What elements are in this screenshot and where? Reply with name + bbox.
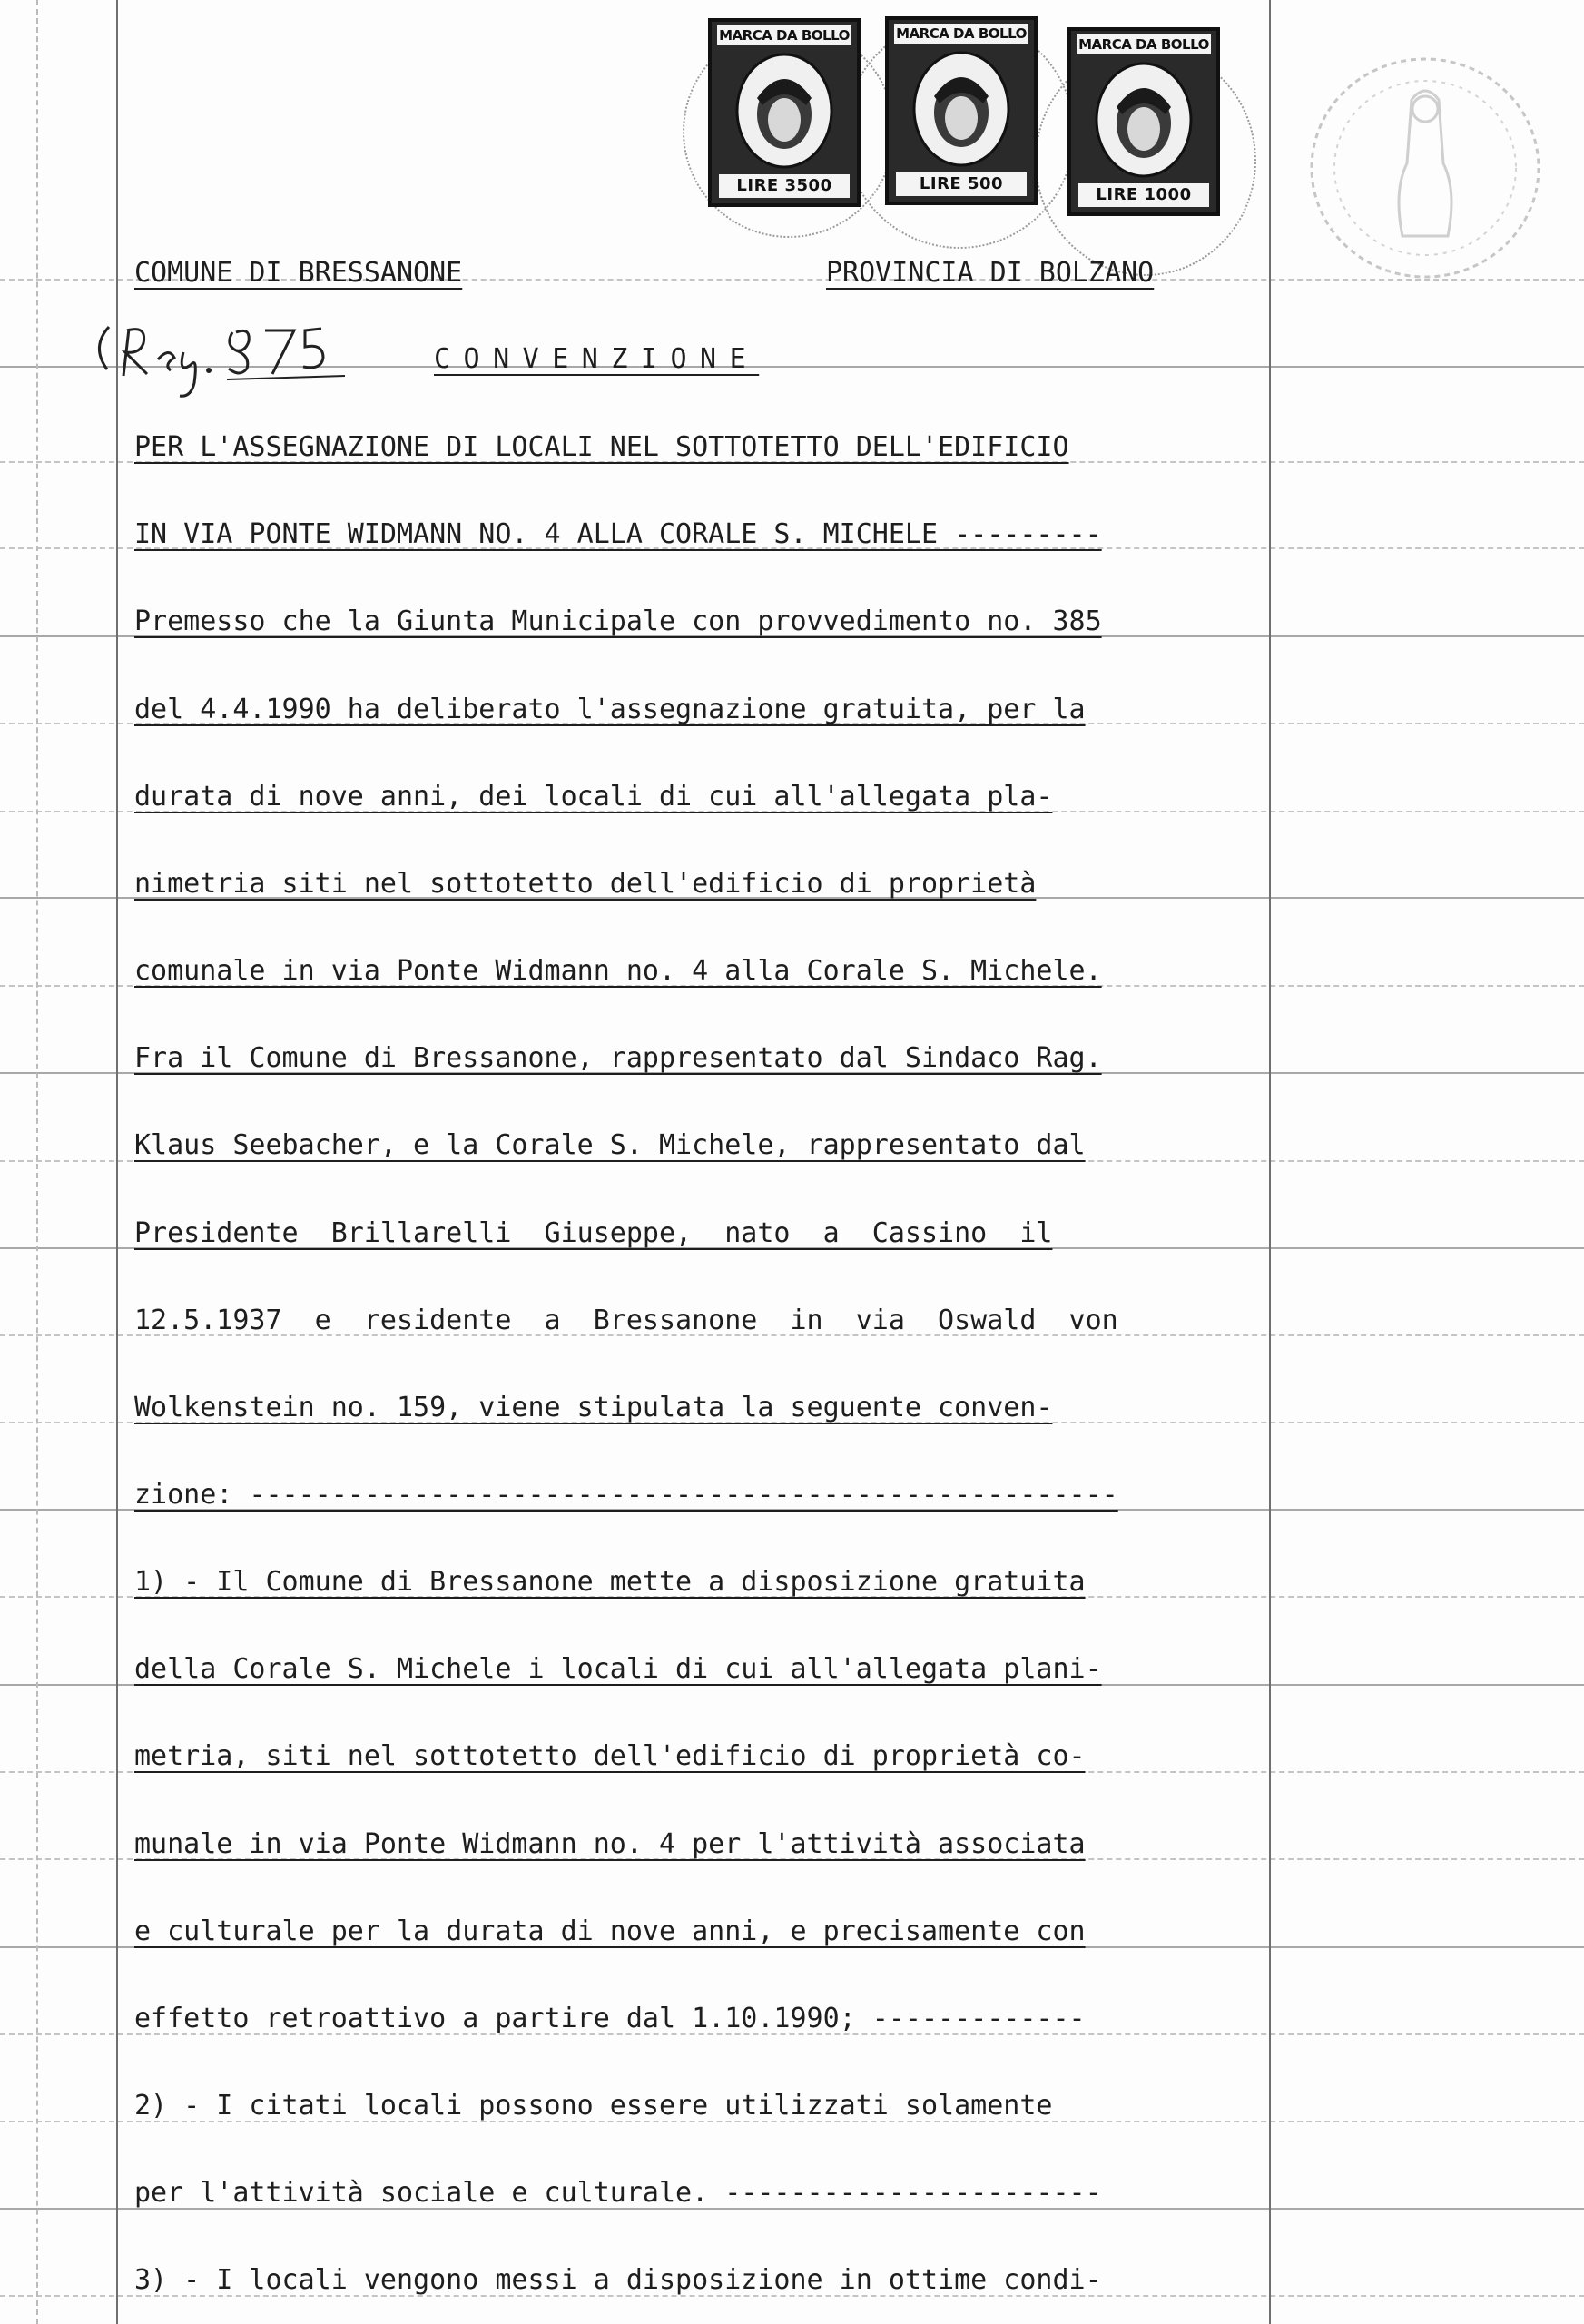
body-line: nimetria siti nel sottotetto dell'edificio di proprietà [134, 868, 1037, 900]
header-right: PROVINCIA DI BOLZANO [826, 257, 1155, 289]
handwritten-rep-annotation [91, 320, 399, 401]
body-line: 2) - I citati locali possono essere utilizzati solamente [134, 2090, 1053, 2122]
body-line: zione: ----------------------------------------------------- [134, 1479, 1118, 1511]
body-line: 3) - I locali vengono messi a disposizione in ottime condi- [134, 2264, 1102, 2296]
stamp-value: LIRE 1000 [1078, 183, 1209, 207]
stamp-2 [885, 16, 1038, 205]
body-line: munale in via Ponte Widmann no. 4 per l'attività associata [134, 1828, 1086, 1860]
stamp-value: LIRE 500 [896, 172, 1027, 196]
body-line: comunale in via Ponte Widmann no. 4 alla Corale S. Michele. [134, 955, 1102, 987]
body-line: Premesso che la Giunta Municipale con provvedimento no. 385 [134, 606, 1102, 637]
portrait-icon [901, 49, 1021, 172]
body-line: durata di nove anni, dei locali di cui all'allegata pla- [134, 781, 1053, 812]
body-line: Fra il Comune di Bressanone, rappresentato dal Sindaco Rag. [134, 1042, 1102, 1074]
stamp-value: LIRE 3500 [719, 174, 850, 198]
body-line: del 4.4.1990 ha deliberato l'assegnazione gratuita, per la [134, 694, 1086, 725]
stamp-3 [1067, 27, 1220, 216]
body-line: per l'attività sociale e culturale. ----------------------- [134, 2177, 1102, 2209]
body-line: metria, siti nel sottotetto dell'edificio di proprietà co- [134, 1740, 1086, 1772]
portrait-icon [1084, 60, 1204, 183]
header-left: COMUNE DI BRESSANONE [134, 257, 463, 289]
subtitle-line: PER L'ASSEGNAZIONE DI LOCALI NEL SOTTOTETTO DELL'EDIFICIO [134, 431, 1069, 463]
body-line: 1) - Il Comune di Bressanone mette a disposizione gratuita [134, 1566, 1086, 1598]
document-title: CONVENZIONE [434, 343, 760, 375]
body-line: Wolkenstein no. 159, viene stipulata la seguente conven- [134, 1392, 1053, 1423]
stamp-1 [708, 18, 861, 207]
subtitle-line: IN VIA PONTE WIDMANN NO. 4 ALLA CORALE S. MICHELE --------- [134, 518, 1102, 550]
stamp-header: MARCA DA BOLLO [717, 25, 851, 45]
body-line: Presidente Brillarelli Giuseppe, nato a Cassino il [134, 1217, 1053, 1249]
body-line: effetto retroattivo a partire dal 1.10.1990; ------------- [134, 2003, 1086, 2034]
left-margin-line [36, 0, 38, 2324]
stamp-header: MARCA DA BOLLO [1077, 34, 1211, 54]
stamp-header: MARCA DA BOLLO [894, 24, 1028, 44]
body-line: e culturale per la durata di nove anni, e precisamente con [134, 1915, 1086, 1947]
body-line: 12.5.1937 e residente a Bressanone in via Oswald von [134, 1305, 1118, 1336]
portrait-icon [724, 51, 844, 174]
embossed-seal-icon [1303, 45, 1548, 290]
text-margin-right [1269, 0, 1271, 2324]
body-line: della Corale S. Michele i locali di cui all'allegata plani- [134, 1653, 1102, 1685]
body-line: Klaus Seebacher, e la Corale S. Michele, rappresentato dal [134, 1129, 1086, 1161]
revenue-stamps [708, 18, 1244, 290]
